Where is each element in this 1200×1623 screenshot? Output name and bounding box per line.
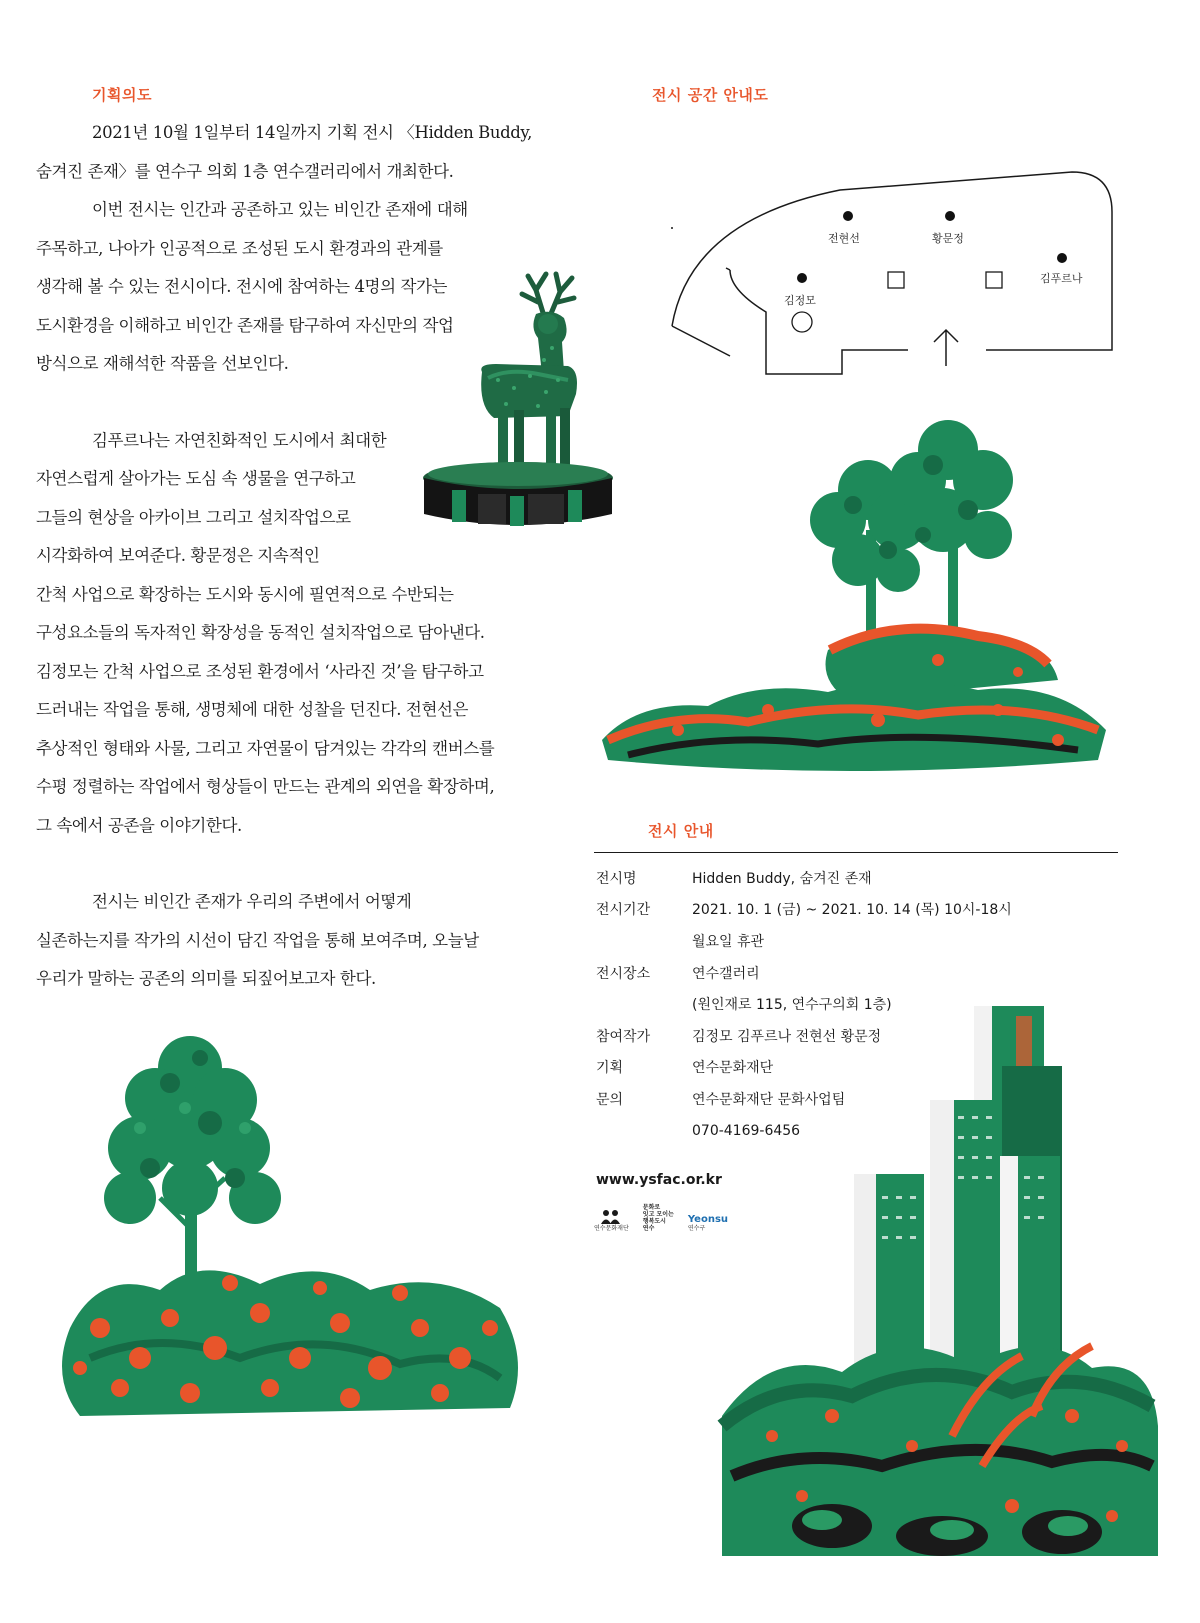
map-label-kim-jm: 김정모 bbox=[784, 294, 816, 307]
planning-line: 이번 전시는 인간과 공존하고 있는 비인간 존재에 대해 bbox=[92, 200, 468, 219]
logo-text: Yeonsu bbox=[687, 1214, 729, 1225]
planning-line: 2021년 10월 1일부터 14일까지 기획 전시 〈Hidden Buddy, bbox=[92, 123, 532, 142]
info-value: 연수문화재단 bbox=[692, 1060, 774, 1077]
info-label: 전시기간 bbox=[596, 902, 651, 919]
planning-body bbox=[36, 114, 532, 999]
logo-text: 연수문화재단 bbox=[594, 1225, 629, 1232]
info-label: 전시장소 bbox=[596, 965, 651, 982]
planning-line: 김정모는 간척 사업으로 조성된 환경에서 ‘사라진 것’을 탐구하고 bbox=[36, 661, 484, 681]
planning-line: 수평 정렬하는 작업에서 형상들이 만드는 관계의 외연을 확장하며, bbox=[36, 777, 495, 796]
logo-culture-city bbox=[643, 1204, 674, 1232]
logo-text: 잇고 모이는 bbox=[642, 1211, 674, 1218]
info-value: Hidden Buddy, 숨겨진 존재 bbox=[692, 870, 872, 887]
info-row bbox=[596, 894, 1116, 926]
info-label: 문의 bbox=[596, 1091, 624, 1108]
info-row bbox=[596, 925, 1116, 957]
info-label: 전시명 bbox=[596, 870, 637, 887]
logo-text: 연수구 bbox=[687, 1225, 706, 1232]
logo-yeonsu-foundation bbox=[594, 1209, 629, 1232]
logo-row bbox=[594, 1204, 728, 1232]
map-label-jeon: 전현선 bbox=[828, 232, 860, 245]
logo-text: 연수 bbox=[642, 1225, 655, 1232]
planning-line: 시각화하여 보여준다. 황문정은 지속적인 bbox=[36, 546, 320, 565]
info-value: (원인재로 115, 연수구의회 1층) bbox=[692, 997, 892, 1014]
map-label-kim-pr: 김푸르나 bbox=[1040, 272, 1083, 285]
info-label: 참여작가 bbox=[596, 1028, 651, 1045]
planning-line: 방식으로 재해석한 작품을 선보인다. bbox=[36, 354, 289, 373]
planning-line: 드러내는 작업을 통해, 생명체에 대한 성찰을 던진다. 전현선은 bbox=[36, 700, 469, 719]
info-divider bbox=[594, 852, 1118, 853]
logo-text: 행복도시 bbox=[642, 1218, 666, 1225]
website-link[interactable]: www.ysfac.or.kr bbox=[596, 1172, 722, 1188]
planning-heading: 기획의도 bbox=[92, 86, 152, 104]
map-label-hwang: 황문정 bbox=[932, 232, 964, 245]
info-value: 김정모 김푸르나 전현선 황문정 bbox=[692, 1028, 882, 1045]
planning-line: 우리가 말하는 공존의 의미를 되짚어보고자 한다. bbox=[36, 969, 376, 988]
planning-line: 생각해 볼 수 있는 전시이다. 전시에 참여하는 4명의 작가는 bbox=[36, 277, 448, 296]
trees-mound-illustration bbox=[598, 410, 1110, 780]
planning-line: 간척 사업으로 확장하는 도시와 동시에 필연적으로 수반되는 bbox=[36, 584, 454, 604]
planning-line: 도시환경을 이해하고 비인간 존재를 탐구하여 자신만의 작업 bbox=[36, 315, 454, 335]
topiary-deer-illustration bbox=[418, 268, 618, 533]
floor-map-heading: 전시 공간 안내도 bbox=[652, 86, 769, 104]
info-row bbox=[596, 957, 1116, 989]
city-buildings-illustration bbox=[712, 996, 1164, 1568]
planning-line: 그 속에서 공존을 이야기한다. bbox=[36, 815, 242, 835]
logo-text: 문화로 bbox=[642, 1204, 661, 1211]
info-value: 월요일 휴관 bbox=[692, 933, 765, 950]
planning-line: 김푸르나는 자연친화적인 도시에서 최대한 bbox=[92, 430, 387, 450]
planning-line: 주목하고, 나아가 인공적으로 조성된 도시 환경과의 관계를 bbox=[36, 238, 443, 258]
planning-line: 자연스럽게 살아가는 도심 속 생물을 연구하고 bbox=[36, 469, 356, 488]
info-value: 070-4169-6456 bbox=[692, 1122, 801, 1139]
planning-line: 그들의 현상을 아카이브 그리고 설치작업으로 bbox=[36, 507, 351, 527]
foundation-logo-icon bbox=[600, 1209, 622, 1225]
info-value: 연수갤러리 bbox=[692, 965, 760, 982]
info-value: 연수문화재단 문화사업팀 bbox=[692, 1091, 846, 1108]
planning-line: 추상적인 형태와 사물, 그리고 자연물이 담겨있는 각각의 캔버스를 bbox=[36, 738, 495, 758]
planning-line: 구성요소들의 독자적인 확장성을 동적인 설치작업으로 담아낸다. bbox=[36, 623, 485, 642]
planning-line: 전시는 비인간 존재가 우리의 주변에서 어떻게 bbox=[92, 892, 412, 911]
exhibition-info-heading: 전시 안내 bbox=[648, 822, 714, 840]
info-row bbox=[596, 862, 1116, 894]
info-label: 기획 bbox=[596, 1060, 624, 1077]
planning-line: 실존하는지를 작가의 시선이 담긴 작업을 통해 보여주며, 오늘날 bbox=[36, 930, 479, 950]
tree-flower-illustration bbox=[40, 1028, 540, 1438]
info-value: 2021. 10. 1 (금) ~ 2021. 10. 14 (목) 10시-18시 bbox=[692, 902, 1012, 919]
planning-line: 숨겨진 존재〉를 연수구 의회 1층 연수갤러리에서 개최한다. bbox=[36, 161, 454, 181]
